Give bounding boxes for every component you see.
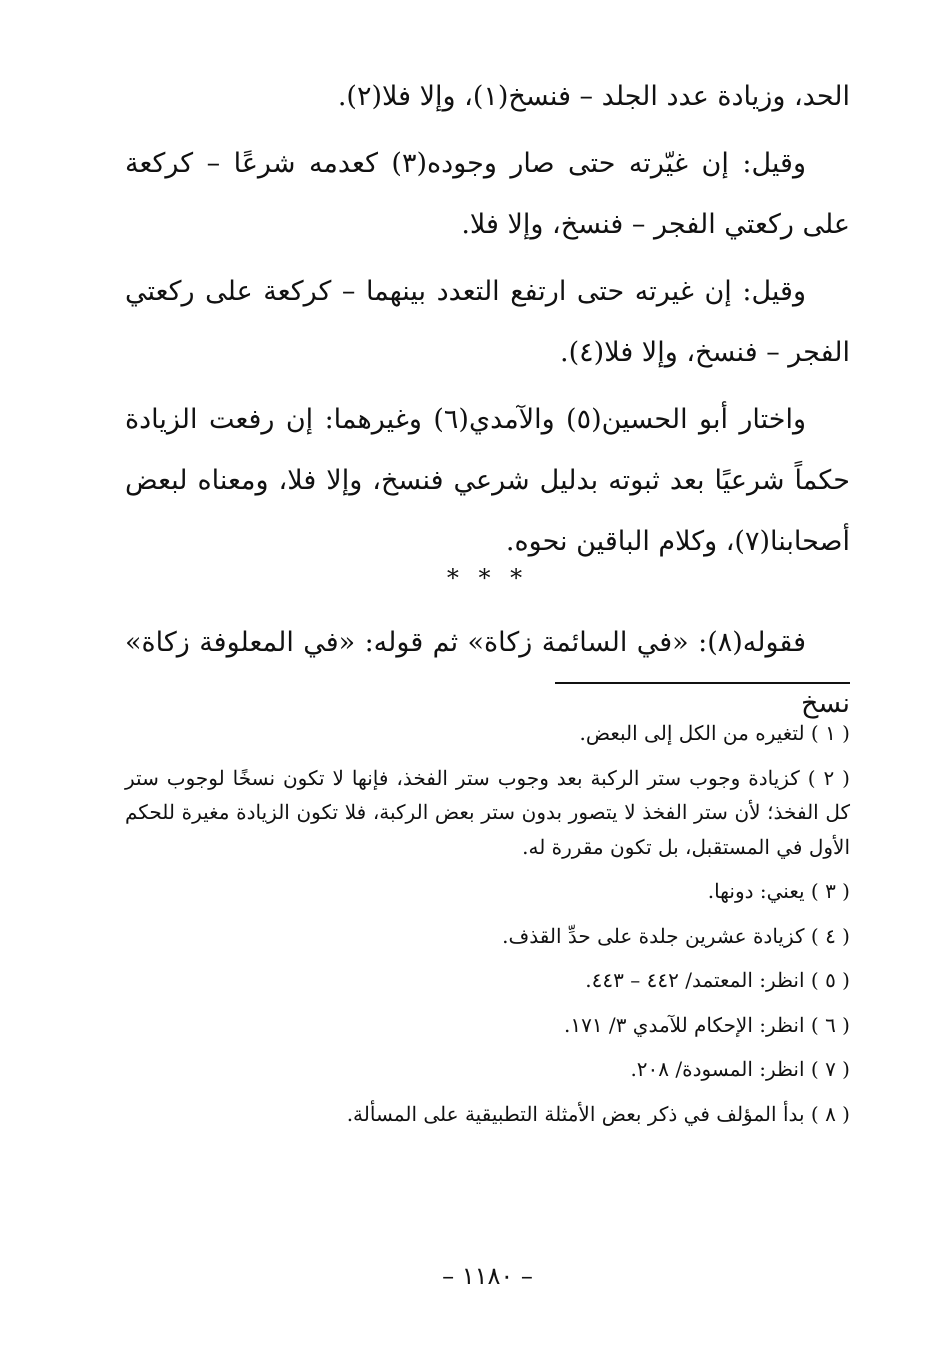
footnote-4: ( ٤ ) كزيادة عشرين جلدة على حدِّ القذف. bbox=[502, 923, 850, 948]
document-page bbox=[125, 0, 850, 1364]
main-text bbox=[125, 66, 850, 578]
footnotes bbox=[125, 716, 850, 1141]
footnote-7: ( ٧ ) انظر: المسودة/ ٢٠٨. bbox=[630, 1057, 850, 1081]
paragraph-2: وقيل: إن غيّرته حتى صار وجوده(٣) كعدمه شرعًا – كركعة على ركعتي الفجر – فنسخ، وإلا فلا. bbox=[125, 148, 850, 240]
paragraph-5: فقوله(٨): «في السائمة زكاة» ثم قوله: «في المعلوفة زكاة» نسخ bbox=[125, 627, 850, 719]
footnote-2: ( ٢ ) كزيادة وجوب ستر الركبة بعد وجوب ستر الفخذ، فإنها لا تكون نسخًا لوجوب ستر كل الفخذ؛ لأن ستر الفخذ لا يتصور بدون ستر بعض الركبة، فلا تكون الزيادة مغيرة للحكم الأول في المستقبل، بل تكون مقررة له. bbox=[125, 765, 850, 859]
footnote-3: ( ٣ ) يعني: دونها. bbox=[707, 879, 850, 903]
paragraph-3: وقيل: إن غيرته حتى ارتفع التعدد بينهما – كركعة على ركعتي الفجر – فنسخ، وإلا فلا(٤). bbox=[125, 276, 850, 368]
footnote-5: ( ٥ ) انظر: المعتمد/ ٤٤٢ – ٤٤٣. bbox=[585, 968, 850, 992]
paragraph-4: واختار أبو الحسين(٥) والآمدي(٦) وغيرهما: إن رفعت الزيادة حكماً شرعيًا بعد ثبوته بدليل شرعي فنسخ، وإلا فلا، ومعناه لبعض أصحابنا(٧)، وكلام الباقين نحوه. bbox=[125, 404, 850, 557]
footnote-divider bbox=[555, 682, 850, 684]
footnote-1: ( ١ ) لتغيره من الكل إلى البعض. bbox=[579, 721, 850, 745]
page-number: – ١١٨٠ – bbox=[442, 1262, 533, 1290]
footnote-6: ( ٦ ) انظر: الإحكام للآمدي ٣/ ١٧١. bbox=[563, 1012, 850, 1037]
paragraph-1: الحد، وزيادة عدد الجلد – فنسخ(١)، وإلا فلا(٢). bbox=[337, 81, 850, 112]
section-separator: * * * bbox=[446, 564, 529, 592]
footnote-8: ( ٨ ) بدأ المؤلف في ذكر بعض الأمثلة التطبيقية على المسألة. bbox=[346, 1101, 850, 1126]
